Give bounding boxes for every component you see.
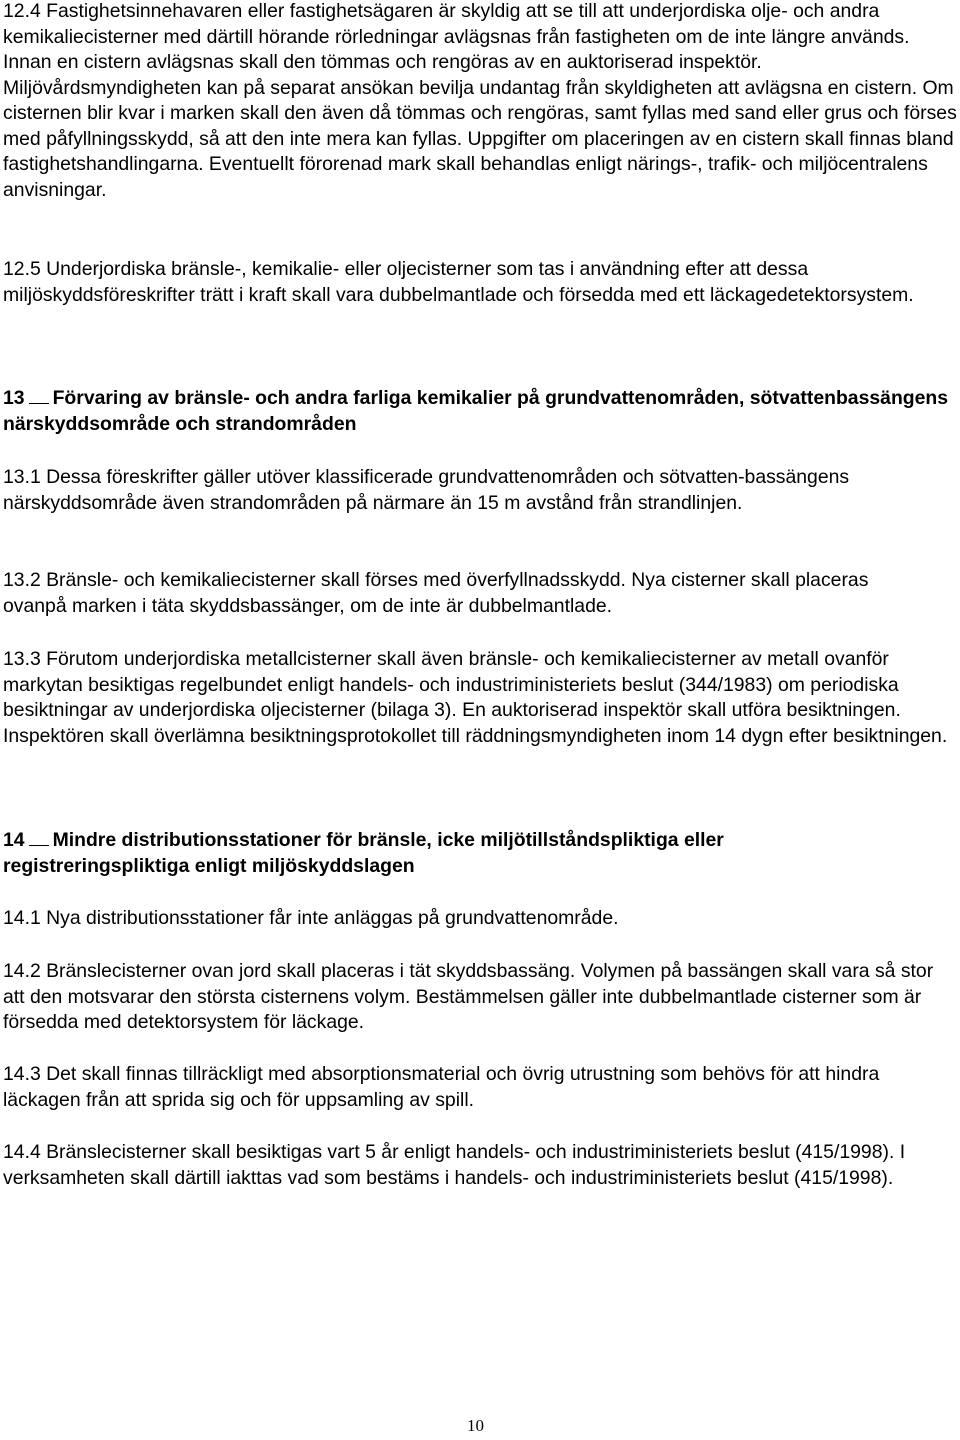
paragraph-14-1-text: 14.1 Nya distributionsstationer får inte anläggas på grundvattenområde. — [3, 907, 619, 929]
paragraph-12-4 — [3, 0, 958, 203]
section-14-title: Mindre distributionsstationer för bränsle, icke miljötillståndspliktiga eller registreringspliktiga enligt miljöskyddslagen — [3, 829, 724, 877]
paragraph-13-1-text: 13.1 Dessa föreskrifter gäller utöver klassificerade grundvattenområden och sötvatten-bassängens närskyddsområde även strandområden på närmare än 15 m avstånd från strandlinjen. — [3, 466, 850, 514]
paragraph-14-2 — [3, 959, 958, 1036]
section-14-heading — [3, 828, 883, 879]
paragraph-12-5 — [3, 257, 958, 308]
paragraph-14-1 — [3, 906, 958, 932]
section-13-title: Förvaring av bränsle- och andra farliga kemikalier på grundvattenområden, sötvattenbassängens närskyddsområde och strandområden — [3, 387, 949, 435]
page-number: 10 — [467, 1416, 484, 1435]
paragraph-14-3 — [3, 1062, 958, 1113]
paragraph-13-3 — [3, 647, 958, 749]
section-13-heading — [3, 386, 958, 437]
section-13-separator — [29, 389, 49, 404]
paragraph-14-3-text: 14.3 Det skall finnas tillräckligt med absorptionsmaterial och övrig utrustning som behövs för att hindra läckagen från att sprida sig och för uppsamling av spill. — [3, 1063, 880, 1111]
paragraph-12-5-text: 12.5 Underjordiska bränsle-, kemikalie- eller oljecisterner som tas i användning efter att dessa miljöskyddsföreskrifter trätt i kraft skall vara dubbelmantlade och försedda med ett läckagedetektorsystem. — [3, 258, 914, 306]
paragraph-14-2-text: 14.2 Bränslecisterner ovan jord skall placeras i tät skyddsbassäng. Volymen på bassängen skall vara så stor att den motsvarar den största cisternens volym. Bestämmelsen gäller inte dubbelmantlade cisterner som är försedda med detektorsystem för läckage. — [3, 960, 934, 1033]
paragraph-13-2-text: 13.2 Bränsle- och kemikaliecisterner skall förses med överfyllnadsskydd. Nya cisterner skall placeras ovanpå marken i täta skyddsbassänger, om de inte är dubbelmantlade. — [3, 569, 869, 617]
paragraph-14-4 — [3, 1140, 928, 1191]
section-14-separator — [29, 831, 49, 846]
paragraph-13-1 — [3, 465, 883, 516]
section-13-number: 13 — [3, 387, 25, 409]
paragraph-13-2 — [3, 568, 933, 619]
paragraph-13-3-text: 13.3 Förutom underjordiska metallcisterner skall även bränsle- och kemikaliecisterner av metall ovanför markytan besiktigas regelbundet enligt handels- och industriministeriets beslut (344/1983) om periodiska besiktningar av underjordiska oljecisterner (bilaga 3). En auktoriserad inspektör skall utföra besiktningen. Inspektören skall överlämna besiktningsprotokollet till räddningsmyndigheten inom 14 dygn efter besiktningen. — [3, 648, 948, 747]
paragraph-14-4-text: 14.4 Bränslecisterner skall besiktigas vart 5 år enligt handels- och industriministeriets beslut (415/1998). I verksamheten skall därtill iakttas vad som bestäms i handels- och industriministeriets beslut (415/1998). — [3, 1141, 906, 1189]
section-14-number: 14 — [3, 829, 25, 851]
paragraph-12-4-text: 12.4 Fastighetsinnehavaren eller fastighetsägaren är skyldig att se till att underjordiska olje- och andra kemikaliecisterner med därtill hörande rörledningar avlägsnas från fastigheten om de inte längre används. Innan en cistern avlägsnas skall den tömmas och rengöras av en auktoriserad inspektör. Miljövårdsmyndigheten kan på separat ansökan bevilja undantag från skyldigheten att avlägsna en cistern. Om cisternen blir kvar i marken skall den även då tömmas och rengöras, samt fyllas med sand eller grus och förses med påfyllningsskydd, så att den inte mera kan fyllas. Uppgifter om placeringen av en cistern skall finnas bland fastighetshandlingarna. Eventuellt förorenad mark skall behandlas enligt närings-, trafik- och miljöcentralens anvisningar. — [3, 0, 957, 201]
